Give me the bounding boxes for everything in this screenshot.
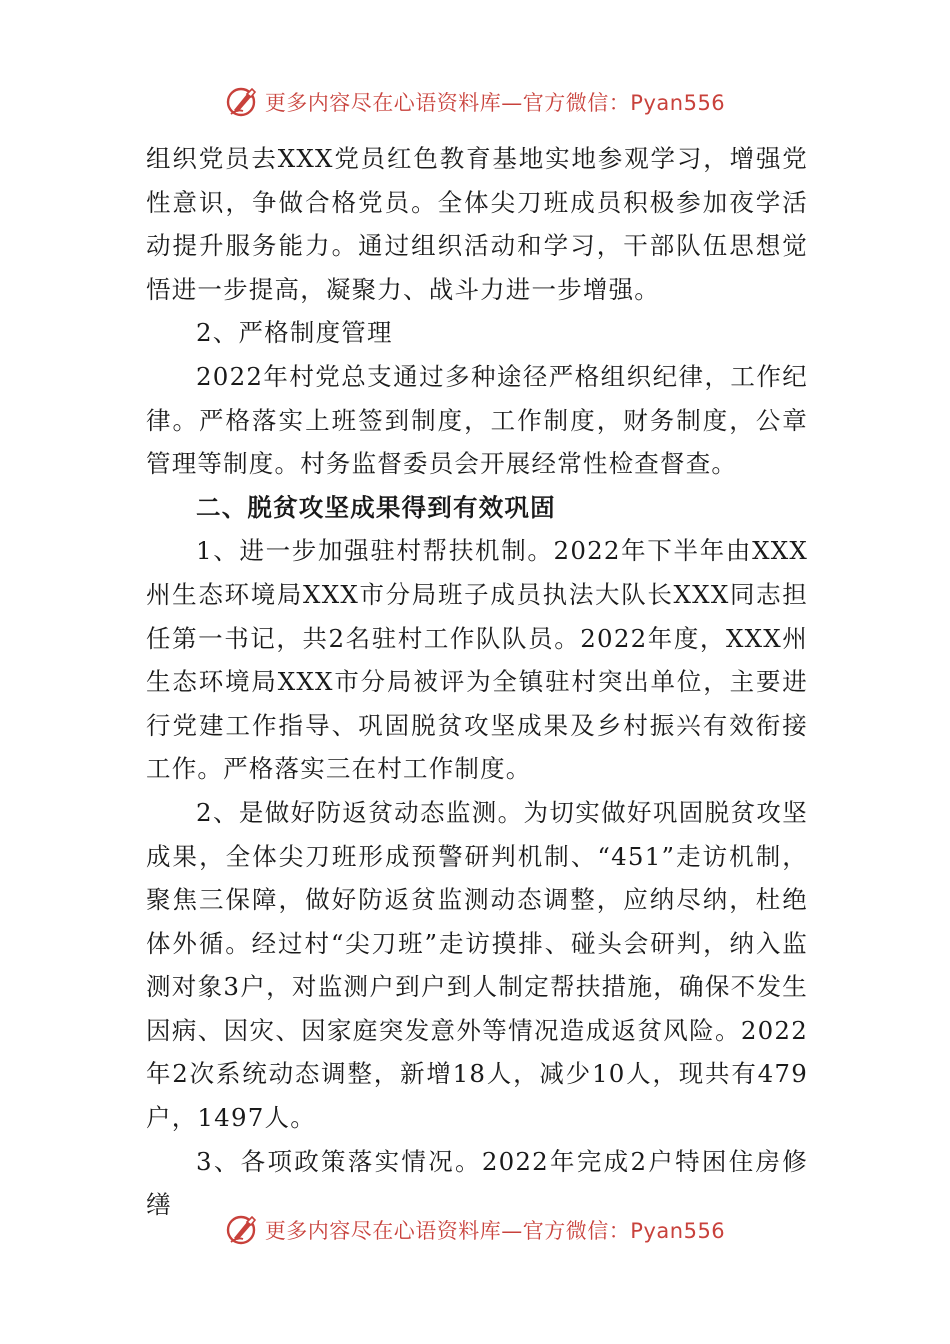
watermark-banner-bottom [0,1208,950,1252]
watermark-banner-top [0,80,950,124]
section-heading-2: 二、脱贫攻坚成果得到有效巩固 [196,492,556,522]
pen-circle-icon [225,85,259,119]
paragraph-3: 1、进一步加强驻村帮扶机制。2022年下半年由XXX州生态环境局XXX市分局班子成员执法大队长XXX同志担任第一书记，共2名驻村工作队队员。2022年度，XXX州生态环境局XXX市分局被评为全镇驻村突出单位，主要进行党建工作指导、巩固脱贫攻坚成果及乡村振兴有效衔接工作。严格落实三在村工作制度。 [146,536,808,784]
subheading-system-management: 2、严格制度管理 [196,318,393,348]
watermark-text: 更多内容尽在心语资料库—官方微信：Pyan556 [264,1219,726,1243]
paragraph-5: 3、各项政策落实情况。2022年完成2户特困住房修缮 [146,1146,808,1220]
paragraph-4: 2、是做好防返贫动态监测。为切实做好巩固脱贫攻坚成果，全体尖刀班形成预警研判机制、“451”走访机制，聚焦三保障，做好防返贫监测动态调整，应纳尽纳，杜绝体外循。经过村“尖刀班”走访摸排、碰头会研判，纳入监测对象3户，对监测户到户到人制定帮扶措施，确保不发生因病、因灾、因家庭突发意外等情况造成返贫风险。2022年2次系统动态调整，新增18人，减少10人，现共有479户，1497人。 [146,797,808,1133]
document-body [146,137,808,1227]
pen-circle-icon [225,1213,259,1247]
paragraph-1: 组织党员去XXX党员红色教育基地实地参观学习，增强党性意识，争做合格党员。全体尖刀班成员积极参加夜学活动提升服务能力。通过组织活动和学习，干部队伍思想觉悟进一步提高，凝聚力、战斗力进一步增强。 [146,144,808,304]
paragraph-2: 2022年村党总支通过多种途径严格组织纪律，工作纪律。严格落实上班签到制度，工作制度，财务制度，公章管理等制度。村务监督委员会开展经常性检查督查。 [146,361,808,479]
watermark-text: 更多内容尽在心语资料库—官方微信：Pyan556 [264,91,726,115]
